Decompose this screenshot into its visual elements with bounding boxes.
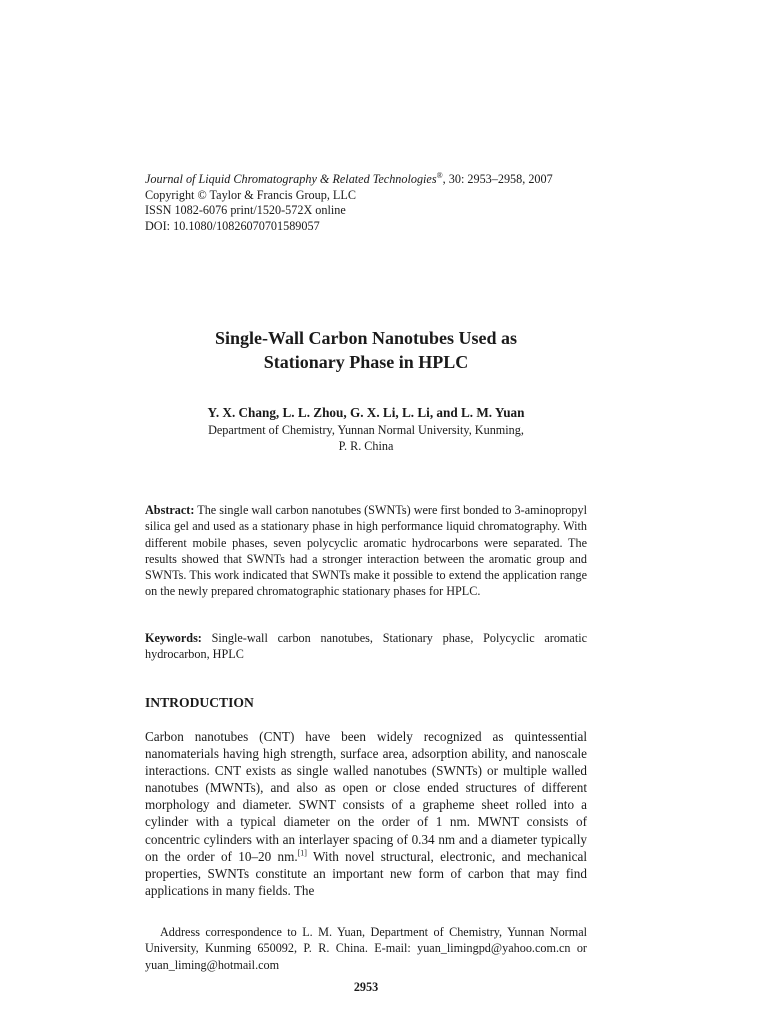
title-line-1: Single-Wall Carbon Nanotubes Used as: [214, 328, 518, 348]
page-number: 2953: [353, 980, 379, 994]
author-list: Y. X. Chang, L. L. Zhou, G. X. Li, L. Li, and L. M. Yuan: [207, 405, 525, 420]
introduction-paragraph: [145, 728, 587, 899]
correspondence-footnote: Address correspondence to L. M. Yuan, Department of Chemistry, Yunnan Normal University, Kunming 650092, P. R. China. E-mail: yuan_limingpd@yahoo.com.cn or yuan_liming@hotmail.com: [145, 925, 587, 972]
journal-citation-line: [145, 168, 587, 188]
keywords: [145, 630, 587, 663]
copyright-line: Copyright © Taylor & Francis Group, LLC: [145, 187, 356, 202]
issn-line: ISSN 1082-6076 print/1520-572X online: [145, 203, 346, 218]
keywords-text: Single-wall carbon nanotubes, Stationary phase, Polycyclic aromatic hydrocarbon, HPLC: [145, 631, 587, 662]
paper-title: [145, 326, 587, 374]
introduction-text-part-2: With novel structural, electronic, and mechanical properties, SWNTs constitute an important new form of carbon that may find applications in many fields. The: [145, 848, 587, 898]
abstract: [145, 502, 587, 600]
journal-volume-pages: , 30: 2953–2958, 2007: [442, 172, 553, 187]
affiliation-line-1: Department of Chemistry, Yunnan Normal University, Kunming,: [208, 423, 524, 437]
registered-mark: ®: [436, 171, 443, 180]
citation-reference: [1]: [297, 848, 307, 858]
title-line-2: Stationary Phase in HPLC: [263, 352, 469, 372]
introduction-heading: INTRODUCTION: [145, 695, 254, 710]
keywords-label: Keywords:: [145, 631, 202, 645]
affiliation: [145, 422, 587, 454]
abstract-label: Abstract:: [145, 503, 195, 517]
affiliation-line-2: P. R. China: [338, 439, 394, 453]
doi-line: DOI: 10.1080/10826070701589057: [145, 218, 320, 233]
journal-header: [145, 168, 587, 234]
journal-name: Journal of Liquid Chromatography & Related Technologies: [145, 172, 437, 187]
introduction-text-part-1: Carbon nanotubes (CNT) have been widely recognized as quintessential nanomaterials having high strength, surface area, adsorption ability, and nanoscale interactions. CNT exists as single walled nanotubes (SWNTs) or multiple walled nanotubes (MWNTs), and also as open or close ended structures of different morphology and diameter. SWNT consists of a grapheme sheet rolled into a cylinder with a typical diameter on the order of 1 nm. MWNT consists of concentric cylinders with an interlayer spacing of 0.34 nm and a diameter typically on the order of 10–20 nm.: [145, 729, 587, 864]
abstract-text: The single wall carbon nanotubes (SWNTs) were first bonded to 3-aminopropyl silica gel and used as a stationary phase in high performance liquid chromatography. With different mobile phases, seven polycyclic aromatic hydrocarbons were separated. The results showed that SWNTs had a stronger interaction between the aromatic group and SWNTs. This work indicated that SWNTs make it possible to extend the application range on the newly prepared chromatographic stationary phases for HPLC.: [145, 503, 587, 599]
